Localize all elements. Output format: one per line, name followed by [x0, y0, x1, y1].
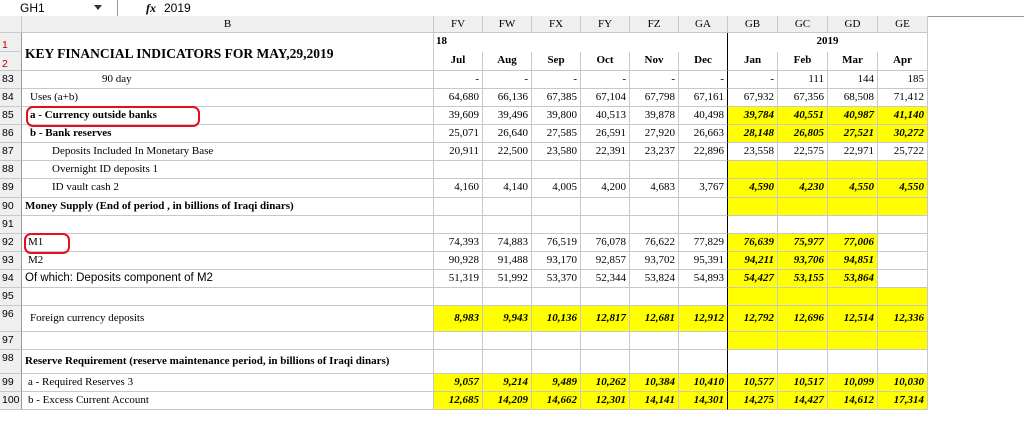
data-cell[interactable]: 64,680 — [434, 89, 483, 107]
data-cell[interactable]: 93,170 — [532, 252, 581, 270]
row-header[interactable]: 96 — [0, 306, 22, 332]
data-cell[interactable]: 93,706 — [778, 252, 828, 270]
data-cell[interactable]: 90,928 — [434, 252, 483, 270]
month-header: Apr — [878, 52, 928, 71]
data-cell[interactable] — [728, 161, 778, 179]
data-cell[interactable] — [630, 198, 679, 216]
data-cell[interactable]: - — [630, 71, 679, 89]
table-row — [0, 179, 1024, 198]
formula-input[interactable]: 2019 — [164, 1, 191, 15]
data-cell[interactable] — [828, 288, 878, 306]
table-row — [0, 125, 1024, 143]
data-cell[interactable]: 25,071 — [434, 125, 483, 143]
data-cell[interactable]: 12,301 — [581, 392, 630, 410]
data-cell[interactable]: 74,883 — [483, 234, 532, 252]
data-cell[interactable]: 94,211 — [728, 252, 778, 270]
data-cell[interactable]: 27,920 — [630, 125, 679, 143]
data-cell[interactable]: 22,391 — [581, 143, 630, 161]
data-cell[interactable]: 66,136 — [483, 89, 532, 107]
data-cell[interactable]: 93,702 — [630, 252, 679, 270]
data-cell[interactable]: 22,971 — [828, 143, 878, 161]
data-cell[interactable]: 26,805 — [778, 125, 828, 143]
data-cell[interactable] — [679, 216, 728, 234]
data-cell[interactable] — [878, 288, 928, 306]
data-cell[interactable] — [878, 332, 928, 350]
data-cell[interactable]: 67,932 — [728, 89, 778, 107]
row-label[interactable]: a - Required Reserves 3 — [22, 374, 434, 392]
data-cell[interactable] — [630, 216, 679, 234]
data-cell[interactable]: 4,683 — [630, 179, 679, 198]
data-cell[interactable] — [878, 252, 928, 270]
data-cell[interactable]: 14,209 — [483, 392, 532, 410]
data-cell[interactable]: 8,983 — [434, 306, 483, 332]
data-cell[interactable]: 23,580 — [532, 143, 581, 161]
data-cell[interactable]: - — [434, 71, 483, 89]
data-cell[interactable] — [778, 216, 828, 234]
table-row — [0, 71, 1024, 89]
data-cell[interactable]: 10,577 — [728, 374, 778, 392]
data-cell[interactable]: 12,681 — [630, 306, 679, 332]
data-cell[interactable] — [434, 161, 483, 179]
column-header[interactable]: GD — [828, 16, 878, 33]
function-icon[interactable]: fx — [146, 1, 156, 15]
data-cell[interactable]: 9,489 — [532, 374, 581, 392]
data-cell[interactable] — [878, 234, 928, 252]
row-label[interactable]: Reserve Requirement (reserve maintenance period, in billions of Iraqi dinars) — [22, 350, 434, 374]
data-cell[interactable]: 76,519 — [532, 234, 581, 252]
data-cell[interactable]: 23,558 — [728, 143, 778, 161]
row-label[interactable]: Overnight ID deposits 1 — [22, 161, 434, 179]
data-cell[interactable]: - — [679, 71, 728, 89]
column-header[interactable]: FZ — [630, 16, 679, 33]
data-cell[interactable]: 39,496 — [483, 107, 532, 125]
year-label: 2019 — [728, 33, 928, 52]
data-cell[interactable]: 4,140 — [483, 179, 532, 198]
name-box-value: GH1 — [20, 1, 45, 15]
data-cell[interactable]: 39,784 — [728, 107, 778, 125]
row-label[interactable]: M2 — [22, 252, 434, 270]
data-cell[interactable] — [828, 216, 878, 234]
column-header-row — [0, 16, 1024, 33]
data-cell[interactable]: 12,912 — [679, 306, 728, 332]
month-header: Jul — [434, 52, 483, 71]
data-cell[interactable]: 14,662 — [532, 392, 581, 410]
data-cell[interactable]: 54,427 — [728, 270, 778, 288]
data-cell[interactable] — [630, 350, 679, 374]
data-cell[interactable] — [828, 332, 878, 350]
row-header[interactable]: 83 — [0, 71, 22, 89]
month-header: Mar — [828, 52, 878, 71]
title-header-block — [0, 33, 1024, 71]
month-header: Aug — [483, 52, 532, 71]
table-row — [0, 198, 1024, 216]
data-cell[interactable]: - — [581, 71, 630, 89]
select-all-corner[interactable] — [0, 16, 22, 33]
data-cell[interactable] — [778, 198, 828, 216]
month-header: Sep — [532, 52, 581, 71]
data-cell[interactable]: 10,384 — [630, 374, 679, 392]
data-cell[interactable] — [532, 332, 581, 350]
data-cell[interactable]: 74,393 — [434, 234, 483, 252]
data-cell[interactable] — [728, 350, 778, 374]
table-row — [0, 143, 1024, 161]
data-cell[interactable]: 53,864 — [828, 270, 878, 288]
row-header[interactable]: 86 — [0, 125, 22, 143]
data-cell[interactable]: 12,696 — [778, 306, 828, 332]
data-cell[interactable] — [728, 288, 778, 306]
data-cell[interactable]: 26,591 — [581, 125, 630, 143]
table-row — [0, 350, 1024, 374]
data-cell[interactable] — [532, 161, 581, 179]
data-cell[interactable]: 10,262 — [581, 374, 630, 392]
data-cell[interactable] — [728, 198, 778, 216]
data-cell[interactable] — [878, 350, 928, 374]
data-cell[interactable]: 53,155 — [778, 270, 828, 288]
data-cell[interactable] — [532, 288, 581, 306]
data-cell[interactable]: 111 — [778, 71, 828, 89]
data-cell[interactable] — [878, 198, 928, 216]
data-cell[interactable] — [778, 288, 828, 306]
row-header[interactable]: 95 — [0, 288, 22, 306]
data-cell[interactable]: 71,412 — [878, 89, 928, 107]
data-cell[interactable]: 51,319 — [434, 270, 483, 288]
data-cell[interactable]: 27,521 — [828, 125, 878, 143]
table-row — [0, 270, 1024, 288]
data-cell[interactable]: 77,829 — [679, 234, 728, 252]
data-cell[interactable]: 25,722 — [878, 143, 928, 161]
column-header[interactable]: FX — [532, 16, 581, 33]
data-cell[interactable]: 26,663 — [679, 125, 728, 143]
row-header[interactable]: 88 — [0, 161, 22, 179]
data-cell[interactable]: 14,275 — [728, 392, 778, 410]
data-cell[interactable]: 20,911 — [434, 143, 483, 161]
data-cell[interactable]: 76,622 — [630, 234, 679, 252]
row-header[interactable]: 1 — [0, 33, 22, 52]
data-cell[interactable]: 67,356 — [778, 89, 828, 107]
data-cell[interactable] — [483, 350, 532, 374]
data-cell[interactable] — [778, 161, 828, 179]
row-header[interactable]: 94 — [0, 270, 22, 288]
data-cell[interactable]: 22,575 — [778, 143, 828, 161]
data-cell[interactable]: 4,230 — [778, 179, 828, 198]
data-cell[interactable]: 185 — [878, 71, 928, 89]
data-cell[interactable]: 40,513 — [581, 107, 630, 125]
data-cell[interactable] — [581, 198, 630, 216]
data-cell[interactable]: 10,517 — [778, 374, 828, 392]
table-row — [0, 252, 1024, 270]
data-cell[interactable]: 77,006 — [828, 234, 878, 252]
data-cell[interactable] — [828, 198, 878, 216]
data-cell[interactable] — [630, 332, 679, 350]
table-row — [0, 216, 1024, 234]
data-cell[interactable]: 53,370 — [532, 270, 581, 288]
data-cell[interactable]: 10,099 — [828, 374, 878, 392]
data-cell[interactable]: - — [532, 71, 581, 89]
data-cell[interactable] — [532, 198, 581, 216]
row-label[interactable]: Uses (a+b) — [22, 89, 434, 107]
row-label[interactable]: b - Bank reserves — [22, 125, 434, 143]
month-header: Dec — [679, 52, 728, 71]
data-cell[interactable] — [483, 332, 532, 350]
data-cell[interactable] — [434, 198, 483, 216]
data-cell[interactable]: 144 — [828, 71, 878, 89]
data-cell[interactable] — [679, 332, 728, 350]
data-cell[interactable]: 91,488 — [483, 252, 532, 270]
row-header[interactable]: 2 — [0, 52, 22, 71]
data-cell[interactable]: 10,410 — [679, 374, 728, 392]
chevron-down-icon[interactable] — [94, 5, 102, 10]
month-header: Nov — [630, 52, 679, 71]
row-label[interactable]: Of which: Deposits component of M2 — [22, 270, 434, 288]
data-cell[interactable]: 28,148 — [728, 125, 778, 143]
column-header[interactable]: GE — [878, 16, 928, 33]
data-cell[interactable]: 52,344 — [581, 270, 630, 288]
data-cell[interactable]: 12,514 — [828, 306, 878, 332]
row-header[interactable]: 90 — [0, 198, 22, 216]
column-header[interactable]: GC — [778, 16, 828, 33]
data-cell[interactable]: 4,200 — [581, 179, 630, 198]
data-cell[interactable] — [581, 288, 630, 306]
row-label[interactable] — [22, 332, 434, 350]
data-cell[interactable] — [728, 332, 778, 350]
column-header[interactable]: FV — [434, 16, 483, 33]
row-label[interactable]: Foreign currency deposits — [22, 306, 434, 332]
data-cell[interactable]: 14,301 — [679, 392, 728, 410]
data-cell[interactable]: - — [483, 71, 532, 89]
data-cell[interactable]: 27,585 — [532, 125, 581, 143]
row-header[interactable]: 93 — [0, 252, 22, 270]
data-cell[interactable] — [679, 161, 728, 179]
data-cell[interactable]: 76,078 — [581, 234, 630, 252]
data-cell[interactable] — [434, 288, 483, 306]
table-row — [0, 234, 1024, 252]
data-cell[interactable] — [483, 198, 532, 216]
table-row — [0, 332, 1024, 350]
data-cell[interactable]: 4,550 — [828, 179, 878, 198]
data-cell[interactable] — [828, 161, 878, 179]
data-cell[interactable]: 39,878 — [630, 107, 679, 125]
data-cell[interactable] — [483, 161, 532, 179]
row-label[interactable]: 90 day — [22, 71, 434, 89]
data-cell[interactable] — [581, 332, 630, 350]
data-cell[interactable] — [679, 350, 728, 374]
sheet-title: KEY FINANCIAL INDICATORS FOR MAY,29,2019 — [22, 33, 434, 71]
column-header[interactable]: FY — [581, 16, 630, 33]
data-cell[interactable]: 4,550 — [878, 179, 928, 198]
row-label[interactable]: a - Currency outside banks — [22, 107, 434, 125]
data-cell[interactable]: 39,609 — [434, 107, 483, 125]
row-label[interactable] — [22, 288, 434, 306]
data-cell[interactable]: 94,851 — [828, 252, 878, 270]
row-header[interactable]: 98 — [0, 350, 22, 374]
table-row — [0, 161, 1024, 179]
data-cell[interactable]: 39,800 — [532, 107, 581, 125]
data-cell[interactable]: 9,214 — [483, 374, 532, 392]
data-cell[interactable] — [434, 216, 483, 234]
row-header[interactable]: 84 — [0, 89, 22, 107]
column-header[interactable]: GB — [728, 16, 778, 33]
data-cell[interactable]: 40,551 — [778, 107, 828, 125]
data-cell[interactable] — [483, 288, 532, 306]
data-cell[interactable]: 4,160 — [434, 179, 483, 198]
row-header[interactable]: 89 — [0, 179, 22, 198]
data-cell[interactable]: 53,824 — [630, 270, 679, 288]
month-header: Oct — [581, 52, 630, 71]
data-cell[interactable]: 22,500 — [483, 143, 532, 161]
data-cell[interactable] — [581, 350, 630, 374]
data-cell[interactable]: 3,767 — [679, 179, 728, 198]
table-row — [0, 374, 1024, 392]
row-header[interactable]: 87 — [0, 143, 22, 161]
data-cell[interactable]: - — [728, 71, 778, 89]
formula-bar — [0, 0, 1024, 17]
data-cell[interactable]: 75,977 — [778, 234, 828, 252]
table-row — [0, 392, 1024, 410]
data-cell[interactable] — [778, 332, 828, 350]
data-cell[interactable]: 67,798 — [630, 89, 679, 107]
data-cell[interactable]: 12,817 — [581, 306, 630, 332]
row-header[interactable]: 91 — [0, 216, 22, 234]
column-header[interactable]: B — [22, 16, 434, 33]
row-label[interactable]: Money Supply (End of period , in billions of Iraqi dinars) — [22, 198, 434, 216]
data-cell[interactable] — [581, 216, 630, 234]
data-cell[interactable]: 10,030 — [878, 374, 928, 392]
data-cell[interactable]: 17,314 — [878, 392, 928, 410]
data-cell[interactable]: 4,005 — [532, 179, 581, 198]
data-cell[interactable]: 4,590 — [728, 179, 778, 198]
data-cell[interactable]: 23,237 — [630, 143, 679, 161]
data-cell[interactable]: 92,857 — [581, 252, 630, 270]
data-cell[interactable]: 67,104 — [581, 89, 630, 107]
data-cell[interactable] — [778, 350, 828, 374]
row-header[interactable]: 97 — [0, 332, 22, 350]
data-cell[interactable] — [630, 288, 679, 306]
data-cell[interactable] — [630, 161, 679, 179]
data-cell[interactable] — [434, 332, 483, 350]
data-cell[interactable]: 12,685 — [434, 392, 483, 410]
data-cell[interactable] — [878, 270, 928, 288]
data-cell[interactable]: 14,141 — [630, 392, 679, 410]
month-header: Feb — [778, 52, 828, 71]
data-cell[interactable] — [828, 350, 878, 374]
data-cell[interactable] — [532, 216, 581, 234]
data-cell[interactable]: 10,136 — [532, 306, 581, 332]
row-label[interactable] — [22, 216, 434, 234]
month-header: Jan — [728, 52, 778, 71]
data-cell[interactable]: 9,943 — [483, 306, 532, 332]
data-cell[interactable] — [483, 216, 532, 234]
table-row — [0, 89, 1024, 107]
data-cell[interactable]: 40,498 — [679, 107, 728, 125]
column-header[interactable]: FW — [483, 16, 532, 33]
table-row — [0, 306, 1024, 332]
data-cell[interactable]: 26,640 — [483, 125, 532, 143]
data-cell[interactable]: 12,336 — [878, 306, 928, 332]
data-cell[interactable]: 68,508 — [828, 89, 878, 107]
data-cell[interactable]: 67,385 — [532, 89, 581, 107]
data-cell[interactable]: 54,893 — [679, 270, 728, 288]
data-cell[interactable]: 22,896 — [679, 143, 728, 161]
row-label[interactable]: b - Excess Current Account — [22, 392, 434, 410]
row-header[interactable]: 99 — [0, 374, 22, 392]
year-label: 18 — [434, 33, 728, 52]
data-cell[interactable]: 9,057 — [434, 374, 483, 392]
row-header[interactable]: 92 — [0, 234, 22, 252]
data-cell[interactable]: 41,140 — [878, 107, 928, 125]
row-label[interactable]: Deposits Included In Monetary Base — [22, 143, 434, 161]
data-cell[interactable]: 30,272 — [878, 125, 928, 143]
spreadsheet-grid[interactable] — [0, 16, 1024, 410]
data-cell[interactable] — [728, 216, 778, 234]
data-cell[interactable] — [679, 288, 728, 306]
data-cell[interactable]: 67,161 — [679, 89, 728, 107]
data-cell[interactable]: 76,639 — [728, 234, 778, 252]
data-cell[interactable]: 40,987 — [828, 107, 878, 125]
data-cell[interactable] — [532, 350, 581, 374]
row-header[interactable]: 100 — [0, 392, 22, 410]
row-label[interactable]: M1 — [22, 234, 434, 252]
data-cell[interactable]: 14,612 — [828, 392, 878, 410]
row-label[interactable]: ID vault cash 2 — [22, 179, 434, 198]
data-cell[interactable]: 14,427 — [778, 392, 828, 410]
data-cell[interactable] — [434, 350, 483, 374]
table-row — [0, 107, 1024, 125]
data-cell[interactable] — [878, 161, 928, 179]
data-cell[interactable]: 51,992 — [483, 270, 532, 288]
data-cell[interactable] — [679, 198, 728, 216]
data-cell[interactable]: 12,792 — [728, 306, 778, 332]
data-cell[interactable] — [581, 161, 630, 179]
column-header[interactable]: GA — [679, 16, 728, 33]
row-header[interactable]: 85 — [0, 107, 22, 125]
name-box[interactable] — [0, 0, 118, 16]
data-cell[interactable] — [878, 216, 928, 234]
data-cell[interactable]: 95,391 — [679, 252, 728, 270]
table-row — [0, 288, 1024, 306]
